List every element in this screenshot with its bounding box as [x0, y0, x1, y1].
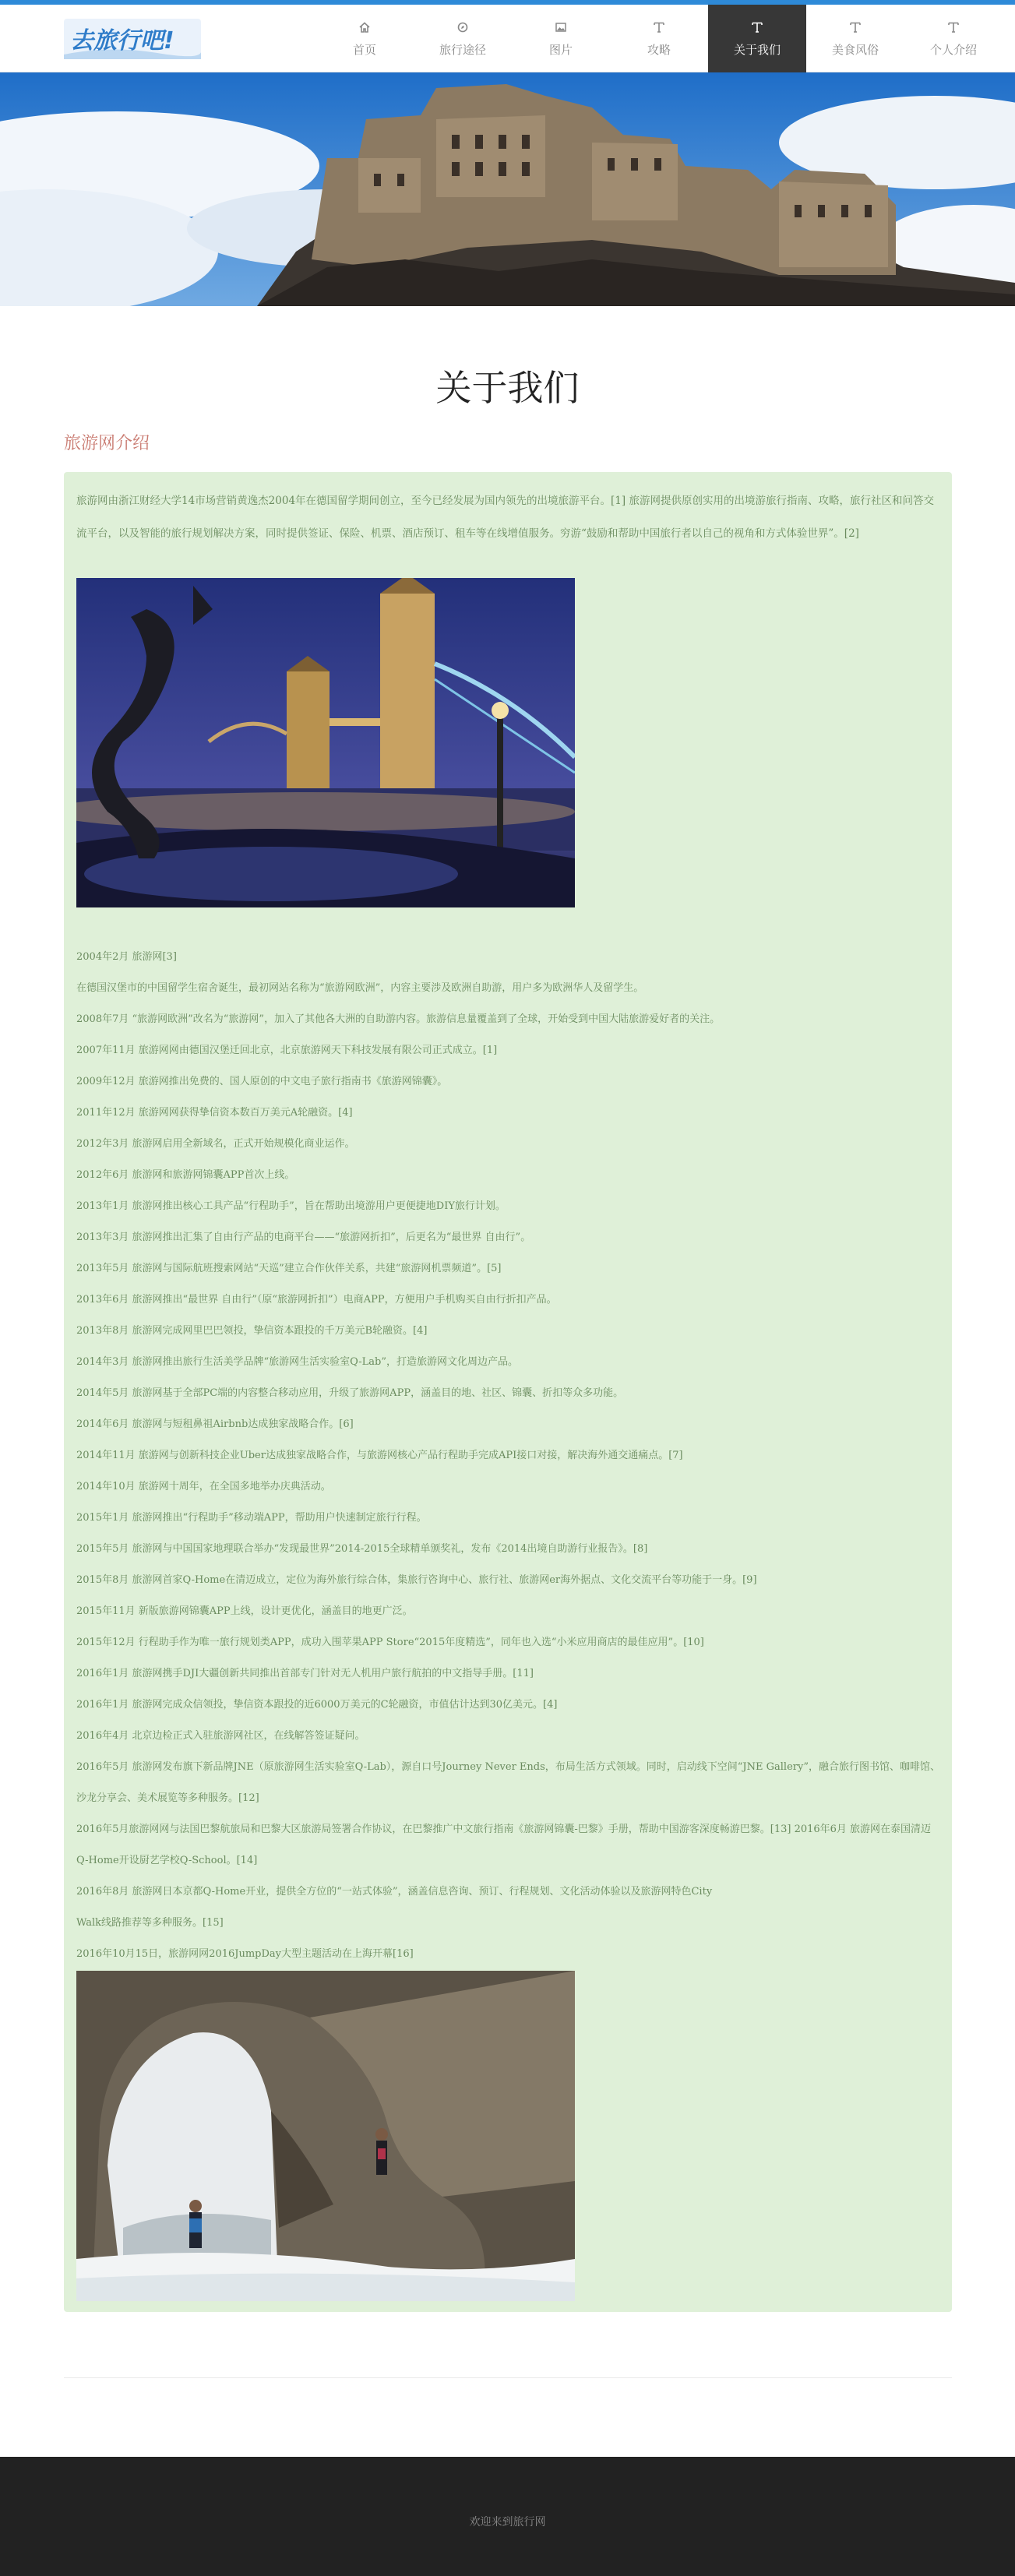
timeline-entry: 2009年12月 旅游网推出免费的、国人原创的中文电子旅行指南书《旅游网锦囊》。 [76, 1076, 448, 1087]
site-footer [0, 2457, 1015, 2576]
main-nav [315, 5, 1003, 72]
hero-banner-castle [0, 72, 1015, 306]
timeline-entry: 2013年1月 旅游网推出核心工具产品“行程助手”，旨在帮助出境游用户更便捷地DIY旅行计划。 [76, 1200, 506, 1212]
timeline-entry: 2007年11月 旅游网网由德国汉堡迁回北京，北京旅游网天下科技发展有限公司正式成立。[1] [76, 1045, 498, 1056]
nav-item-about[interactable] [708, 5, 806, 72]
coastal-cave-photo [76, 1971, 575, 2301]
nav-label: 首页 [352, 42, 376, 57]
site-header [0, 5, 1015, 72]
text-icon [946, 20, 960, 34]
timeline-entry: 2008年7月 “旅游网欧洲”改名为“旅游网”，加入了其他各大洲的自助游内容。旅游信息量覆盖到了全球，开始受到中国大陆旅游爱好者的关注。 [76, 1013, 721, 1025]
nav-label: 图片 [548, 42, 573, 57]
content-divider [64, 2377, 952, 2378]
timeline-entry: 2015年5月 旅游网与中国国家地理联合举办“发现最世界”2014-2015全球精单颁奖礼，发布《2014出境自助游行业报告》。[8] [76, 1543, 648, 1555]
timeline-entry: 2016年5月旅游网网与法国巴黎航旅局和巴黎大区旅游局签署合作协议，在巴黎推广中文旅行指南《旅游网锦囊-巴黎》手册，帮助中国游客深度畅游巴黎。[13] 2016年6月 旅游网在泰国清迈Q-Home开设厨艺学校Q-School。[14] [76, 1824, 932, 1866]
intro-paragraph: 旅游网由浙江财经大学14市场营销黄逸杰2004年在德国留学期间创立，至今已经发展为国内领先的出境旅游平台。[1] 旅游网提供原创实用的出境游旅行指南、攻略，旅行社区和问答交流平台，以及智能的旅行规划解决方案，同时提供签证、保险、机票、酒店预订、租车等在线增值服务。穷游“鼓励和帮助中国旅行者以自己的视角和方式体验世界”。[2] [76, 495, 934, 540]
image-icon [554, 20, 568, 34]
page-title: 关于我们 [435, 367, 580, 409]
timeline-entry: 2013年8月 旅游网完成网里巴巴领投，挚信资本跟投的千万美元B轮融资。[4] [76, 1325, 428, 1337]
timeline-entry: 2011年12月 旅游网网获得挚信资本数百万美元A轮融资。[4] [76, 1107, 353, 1119]
site-logo[interactable] [64, 14, 201, 64]
nav-item-guides[interactable] [610, 5, 708, 72]
section-title: 旅游网介绍 [64, 434, 150, 453]
nav-label: 攻略 [647, 42, 671, 57]
nav-item-routes[interactable] [414, 5, 512, 72]
footer-text: 欢迎来到旅行网 [469, 2516, 546, 2528]
nav-label: 关于我们 [733, 42, 781, 57]
intro-panel [64, 472, 952, 2312]
text-icon [848, 20, 862, 34]
nav-item-profile[interactable] [904, 5, 1003, 72]
nav-label: 美食风俗 [831, 42, 879, 57]
timeline-entry: 2013年5月 旅游网与国际航班搜索网站“天巡”建立合作伙伴关系，共建“旅游网机票频道”。[5] [76, 1263, 502, 1274]
timeline-entry: 2014年5月 旅游网基于全部PC端的内容整合移动应用，升级了旅游网APP，涵盖目的地、社区、锦囊、折扣等众多功能。 [76, 1387, 624, 1399]
timeline-entry: 2013年6月 旅游网推出“最世界 自由行”（原“旅游网折扣”）电商APP，方便用户手机购买自由行折扣产品。 [76, 1294, 557, 1306]
timeline-entry: 2014年6月 旅游网与短租鼻祖Airbnb达成独家战略合作。[6] [76, 1418, 354, 1430]
home-icon [358, 20, 372, 34]
logo-text: 去旅行吧! [70, 27, 174, 55]
timeline-entry: 2016年4月 北京边检正式入驻旅游网社区，在线解答签证疑问。 [76, 1730, 365, 1742]
tower-bridge-photo [76, 578, 575, 907]
nav-item-home[interactable] [315, 5, 414, 72]
timeline-entry: 2004年2月 旅游网[3] [76, 951, 177, 963]
compass-icon [456, 20, 470, 34]
timeline-entry: 2016年5月 旅游网发布旗下新品牌JNE（原旅游网生活实验室Q-Lab），源自口号Journey Never Ends，布局生活方式领域。同时，启动线下空间“JNE Gallery”，融合旅行图书馆、咖啡馆、沙龙分享会、美术展览等多种服务。[12] [76, 1761, 940, 1804]
timeline-entry: 2016年8月 旅游网日本京都Q-Home开业，提供全方位的“一站式体验”，涵盖信息咨询、预订、行程规划、文化活动体验以及旅游网特色City [76, 1886, 713, 1898]
timeline-entry: Walk线路推荐等多种服务。[15] [76, 1917, 224, 1929]
timeline-entry: 2016年1月 旅游网携手DJI大疆创新共同推出首部专门针对无人机用户旅行航拍的中文指导手册。[11] [76, 1668, 534, 1679]
text-icon [750, 20, 764, 34]
timeline-entry: 2012年3月 旅游网启用全新域名，正式开始规模化商业运作。 [76, 1138, 355, 1150]
nav-item-food[interactable] [806, 5, 904, 72]
nav-label: 个人介绍 [929, 42, 977, 57]
text-icon [652, 20, 666, 34]
timeline-entry: 2015年8月 旅游网首家Q-Home在清迈成立，定位为海外旅行综合体，集旅行咨询中心、旅行社、旅游网er海外据点、文化交流平台等功能于一身。[9] [76, 1574, 757, 1586]
nav-label: 旅行途径 [439, 42, 486, 57]
nav-item-images[interactable] [512, 5, 610, 72]
timeline-entry: 在德国汉堡市的中国留学生宿舍诞生，最初网站名称为“旅游网欧洲”，内容主要涉及欧洲自助游，用户多为欧洲华人及留学生。 [76, 982, 644, 994]
timeline-entry: 2014年10月 旅游网十周年，在全国多地举办庆典活动。 [76, 1481, 331, 1492]
history-timeline [76, 942, 941, 1970]
timeline-entry: 2013年3月 旅游网推出汇集了自由行产品的电商平台——“旅游网折扣”，后更名为“最世界 自由行”。 [76, 1232, 531, 1243]
timeline-entry: 2015年12月 行程助手作为唯一旅行规划类APP，成功入围苹果APP Store“2015年度精选”，同年也入选“小米应用商店的最佳应用”。[10] [76, 1637, 704, 1648]
timeline-entry: 2014年3月 旅游网推出旅行生活美学品牌“旅游网生活实验室Q-Lab”，打造旅游网文化周边产品。 [76, 1356, 519, 1368]
timeline-entry: 2015年11月 新版旅游网锦囊APP上线，设计更优化，涵盖目的地更广泛。 [76, 1605, 413, 1617]
timeline-entry: 2015年1月 旅游网推出“行程助手”移动端APP，帮助用户快速制定旅行行程。 [76, 1512, 427, 1524]
timeline-entry: 2016年1月 旅游网完成众信领投，挚信资本跟投的近6000万美元的C轮融资，市值估计达到30亿美元。[4] [76, 1699, 558, 1711]
timeline-entry: 2014年11月 旅游网与创新科技企业Uber达成独家战略合作，与旅游网核心产品行程助手完成API接口对接，解决海外通交通痛点。[7] [76, 1450, 683, 1461]
timeline-entry: 2012年6月 旅游网和旅游网锦囊APP首次上线。 [76, 1169, 295, 1181]
timeline-entry: 2016年10月15日，旅游网网2016JumpDay大型主题活动在上海开幕[16] [76, 1948, 414, 1960]
